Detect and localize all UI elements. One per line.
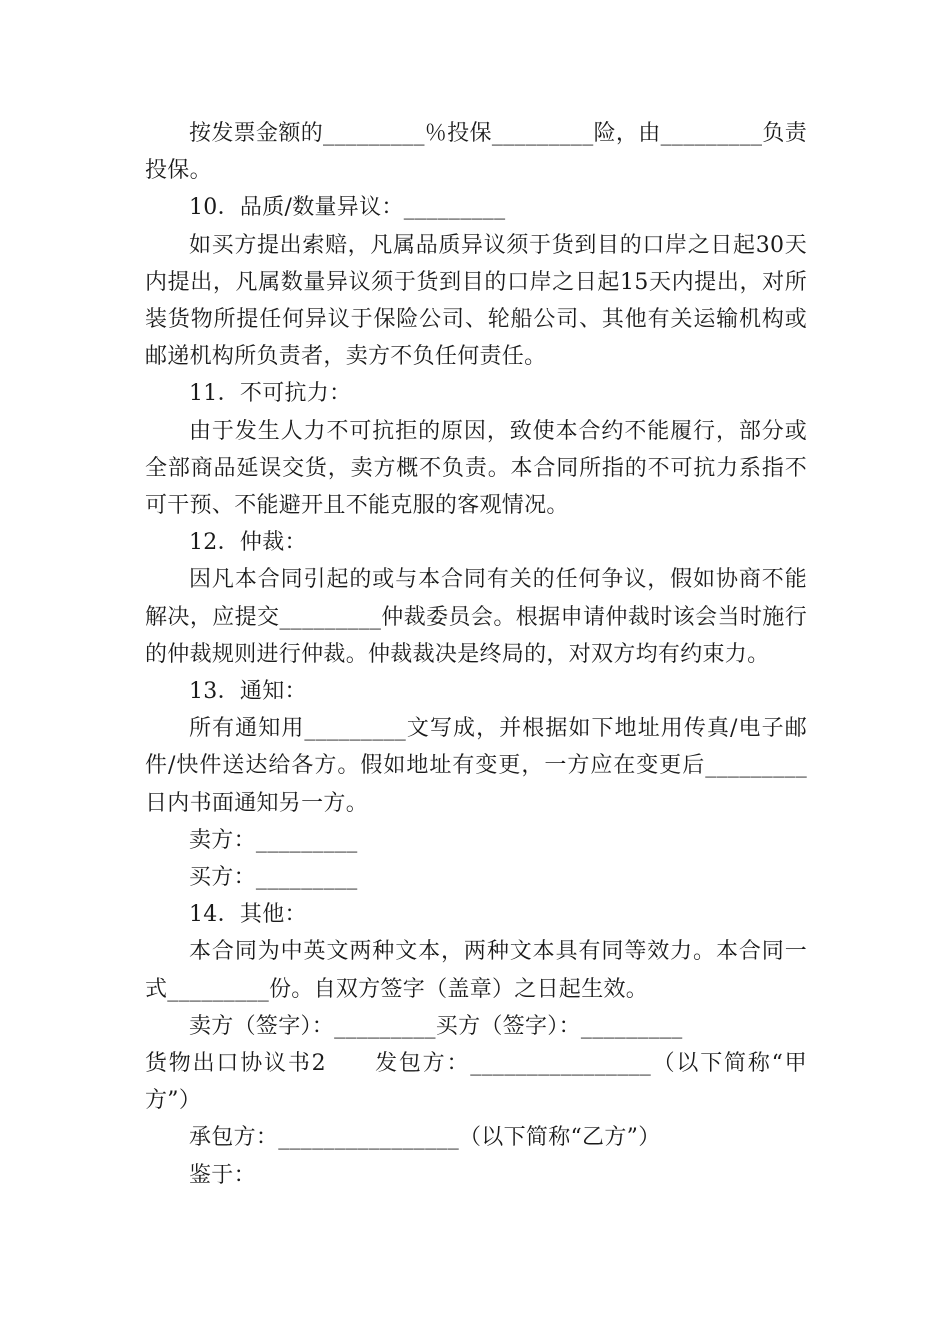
heading-arbitration: 12．仲裁： <box>189 530 307 556</box>
paragraph-other: 本合同为中英文两种文本，两种文本具有同等效力。本合同一式_________份。自双方签字（盖章）之日起生效。 <box>145 939 807 1002</box>
heading-other: 14．其他： <box>189 902 307 928</box>
heading-force-majeure: 11．不可抗力： <box>189 381 352 407</box>
whereas-line: 鉴于： <box>189 1162 256 1188</box>
heading-quality-quantity-objection: 10．品质/数量异议：_________ <box>189 195 506 221</box>
seller-field: 卖方：_________ <box>189 827 358 853</box>
signature-line: 卖方（签字）：_________买方（签字）：_________ <box>189 1013 683 1039</box>
document-body <box>145 115 807 1194</box>
paragraph-claims: 如买方提出索赔，凡属品质异议须于货到目的口岸之日起30天内提出，凡属数量异议须于货到目的口岸之日起15天内提出，对所装货物所提任何异议于保险公司、轮船公司、其他有关运输机构或邮递机构所负责者，卖方不负任何责任。 <box>145 232 807 370</box>
heading-notices: 13．通知： <box>189 679 307 705</box>
paragraph-insurance: 按发票金额的_________％投保_________险，由_________负责投保。 <box>145 121 807 184</box>
paragraph-arbitration: 因凡本合同引起的或与本合同有关的任何争议，假如协商不能解决，应提交_________仲裁委员会。根据申请仲裁时该会当时施行的仲裁规则进行仲裁。仲裁裁决是终局的，对双方均有约束力。 <box>145 567 807 667</box>
paragraph-force-majeure: 由于发生人力不可抗拒的原因，致使本合约不能履行，部分或全部商品延误交货，卖方概不负责。本合同所指的不可抗力系指不可干预、不能避开且不能克服的客观情况。 <box>145 418 807 519</box>
contractor-line: 承包方：________________（以下简称“乙方”） <box>189 1125 661 1151</box>
buyer-field: 买方：_________ <box>189 865 358 891</box>
second-agreement-title-line: 货物出口协议书2 发包方：________________（以下简称“甲方”） <box>145 1051 807 1114</box>
paragraph-notices: 所有通知用_________文写成，并根据如下地址用传真/电子邮件/快件送达给各方。假如地址有变更，一方应在变更后_________日内书面通知另一方。 <box>145 716 807 816</box>
